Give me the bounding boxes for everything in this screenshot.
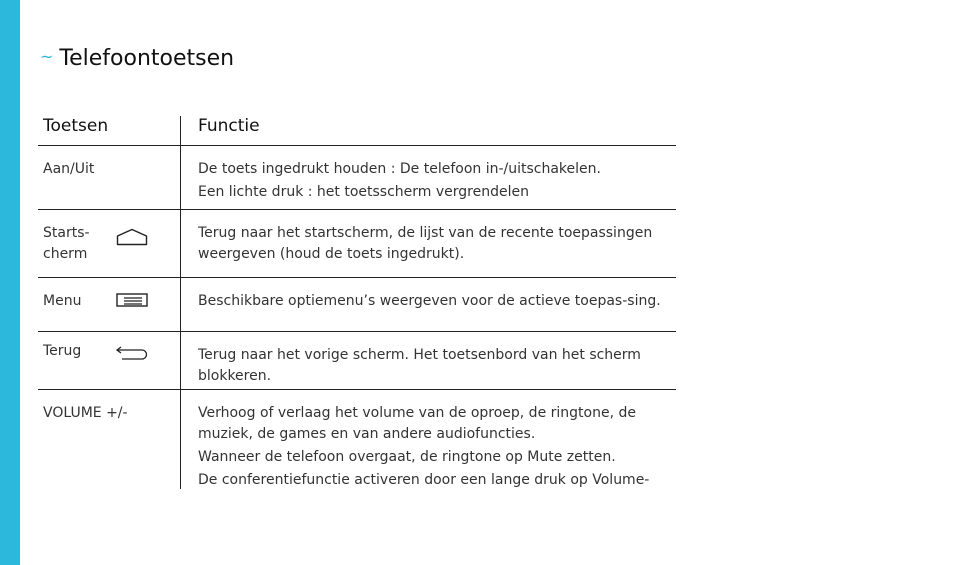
key-function bbox=[198, 223, 676, 267]
table-row bbox=[38, 146, 676, 210]
key-function bbox=[198, 403, 676, 493]
function-line: Een lichte druk : het toetsscherm vergrendelen bbox=[198, 184, 529, 200]
table-header bbox=[38, 116, 676, 146]
key-function bbox=[198, 159, 676, 205]
keys-table bbox=[38, 116, 676, 490]
back-icon bbox=[116, 346, 148, 360]
header-function: Functie bbox=[198, 116, 260, 136]
key-name: Terug bbox=[43, 343, 82, 359]
key-name: Menu bbox=[43, 293, 82, 309]
page-title bbox=[40, 46, 234, 71]
key-function bbox=[198, 345, 676, 389]
function-line: De toets ingedrukt houden : De telefoon in-/uitschakelen. bbox=[198, 161, 601, 177]
home-icon bbox=[116, 228, 148, 246]
key-name: Aan/Uit bbox=[43, 161, 95, 177]
table-row bbox=[38, 332, 676, 390]
table-row bbox=[38, 278, 676, 332]
function-line: Terug naar het vorige scherm. Het toetsenbord van het scherm blokkeren. bbox=[198, 347, 641, 384]
page-title-text: Telefoontoetsen bbox=[59, 46, 235, 71]
heading-tilde: ~ bbox=[40, 47, 54, 66]
key-function bbox=[198, 291, 676, 314]
function-line: Wanneer de telefoon overgaat, de ringtone op Mute zetten. bbox=[198, 449, 616, 465]
header-keys: Toetsen bbox=[43, 116, 109, 136]
key-name: VOLUME +/- bbox=[43, 405, 128, 421]
function-line: Verhoog of verlaag het volume van de oproep, de ringtone, de muziek, de games en van andere audiofuncties. bbox=[198, 405, 636, 442]
key-name: Starts- cherm bbox=[43, 225, 90, 262]
table-row bbox=[38, 390, 676, 490]
side-accent-bar bbox=[0, 0, 20, 565]
table-row bbox=[38, 210, 676, 278]
function-line: De conferentiefunctie activeren door een lange druk op Volume- bbox=[198, 472, 650, 488]
function-line: Beschikbare optiemenu’s weergeven voor de actieve toepas-sing. bbox=[198, 293, 661, 309]
function-line: Terug naar het startscherm, de lijst van de recente toepassingen weergeven (houd de toets ingedrukt). bbox=[198, 225, 653, 262]
menu-icon bbox=[116, 293, 148, 307]
